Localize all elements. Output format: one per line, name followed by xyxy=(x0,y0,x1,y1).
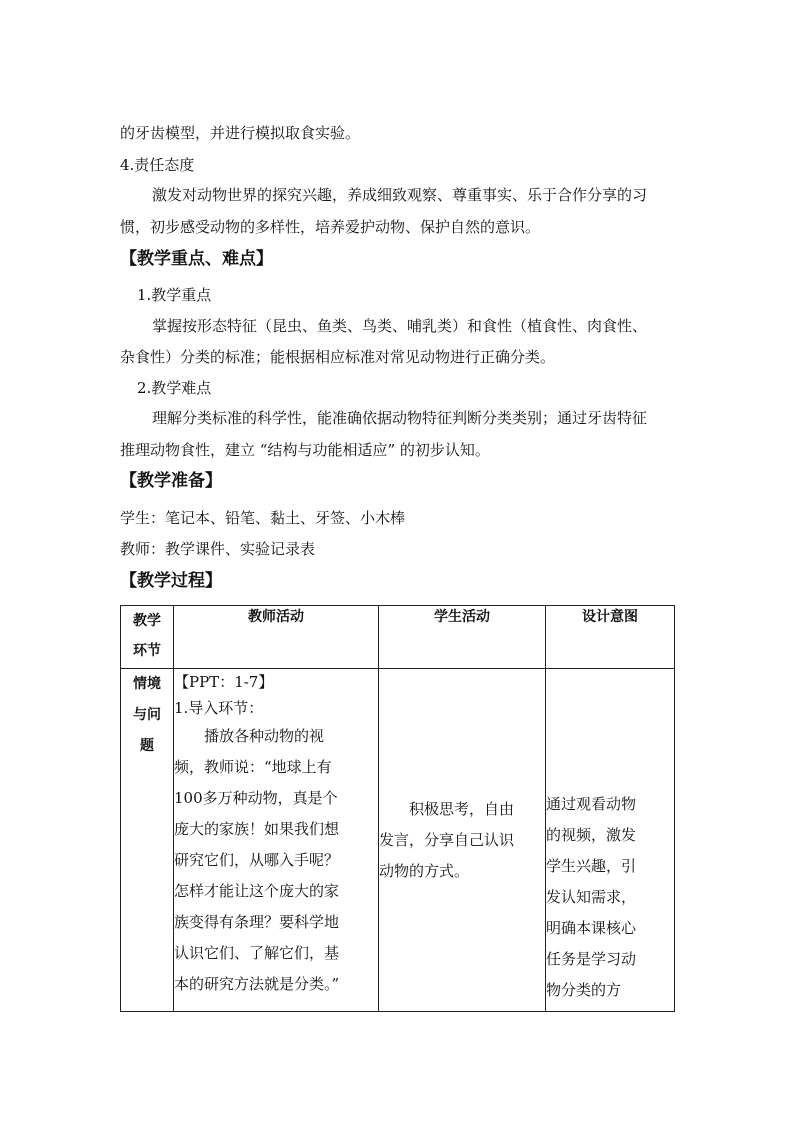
stage-cell xyxy=(121,669,174,1012)
teacher-line-9: 族变得有条理？要科学地 xyxy=(174,913,340,931)
design-line-6: 任务是学习动 xyxy=(546,950,637,968)
teacher-line-11: 本的研究方法就是分类。” xyxy=(174,975,340,993)
lesson-process-table xyxy=(120,605,675,1012)
header-stage-line-1: 教学 xyxy=(133,613,161,629)
student-line-3: 动物的方式。 xyxy=(379,861,470,880)
prep-teacher: 教师：教学课件、实验记录表 xyxy=(120,540,316,558)
process-heading: 【教学过程】 xyxy=(120,571,222,591)
header-student: 学生活动 xyxy=(379,606,546,669)
keypoints-sub2: 2.教学难点 xyxy=(137,379,212,397)
header-teacher: 教师活动 xyxy=(174,606,379,669)
teacher-activity-cell xyxy=(174,669,379,1012)
prep-heading: 【教学准备】 xyxy=(120,471,222,491)
student-line-2: 发言，分享自己认识 xyxy=(379,830,515,849)
design-line-5: 明确本课核心 xyxy=(546,919,637,937)
student-activity-cell xyxy=(379,669,546,1012)
teacher-line-4: 频，教师说：“地球上有 xyxy=(174,758,332,776)
teacher-line-1: 【PPT：1-7】 xyxy=(174,673,274,691)
table-header-row xyxy=(121,606,675,669)
design-line-7: 物分类的方 xyxy=(546,981,622,999)
stage-line-1: 情境 xyxy=(133,676,161,692)
design-intent-cell xyxy=(546,669,675,1012)
intro-line-1: 的牙齿模型，并进行模拟取食实验。 xyxy=(120,124,361,142)
keypoints-sub1-line-1: 掌握按形态特征（昆虫、鱼类、鸟类、哺乳类）和食性（植食性、肉食性、 xyxy=(152,317,648,335)
keypoints-sub2-line-1: 理解分类标准的科学性，能准确依据动物特征判断分类类别；通过牙齿特征 xyxy=(152,409,648,427)
keypoints-sub1: 1.教学重点 xyxy=(137,286,212,304)
intro-line-3: 激发对动物世界的探究兴趣，养成细致观察、尊重事实、乐于合作分享的习 xyxy=(152,186,648,204)
keypoints-sub1-line-2: 杂食性）分类的标准；能根据相应标准对常见动物进行正确分类。 xyxy=(120,348,556,366)
teacher-line-5: 100多万种动物，真是个 xyxy=(174,789,338,807)
teacher-line-2: 1.导入环节： xyxy=(174,699,264,717)
teacher-line-10: 认识它们、了解它们，基 xyxy=(174,944,340,962)
header-design: 设计意图 xyxy=(546,606,675,669)
header-stage xyxy=(121,606,174,669)
table-row xyxy=(121,669,675,1012)
keypoints-sub2-line-2: 推理动物食性，建立 “结构与功能相适应” 的初步认知。 xyxy=(120,441,490,459)
teacher-line-6: 庞大的家族！如果我们想 xyxy=(174,820,340,838)
design-line-4: 发认知需求， xyxy=(546,888,637,906)
attitude-subheading: 4.责任态度 xyxy=(120,156,195,174)
intro-line-4: 惯，初步感受动物的多样性，培养爱护动物、保护自然的意识。 xyxy=(120,218,541,236)
prep-student: 学生：笔记本、铅笔、黏土、牙签、小木棒 xyxy=(120,509,406,527)
teacher-line-8: 怎样才能让这个庞大的家 xyxy=(174,882,340,900)
header-stage-line-2: 环节 xyxy=(133,643,161,659)
keypoints-heading: 【教学重点、难点】 xyxy=(120,249,273,269)
design-line-3: 学生兴趣，引 xyxy=(546,857,637,875)
design-line-1: 通过观看动物 xyxy=(546,795,637,813)
design-line-2: 的视频，激发 xyxy=(546,826,637,844)
student-line-1: 积极思考，自由 xyxy=(409,799,515,818)
stage-line-3: 题 xyxy=(140,738,154,754)
teacher-line-3: 播放各种动物的视 xyxy=(204,727,325,745)
teacher-line-7: 研究它们，从哪入手呢？ xyxy=(174,851,340,869)
stage-line-2: 与问 xyxy=(133,707,161,723)
